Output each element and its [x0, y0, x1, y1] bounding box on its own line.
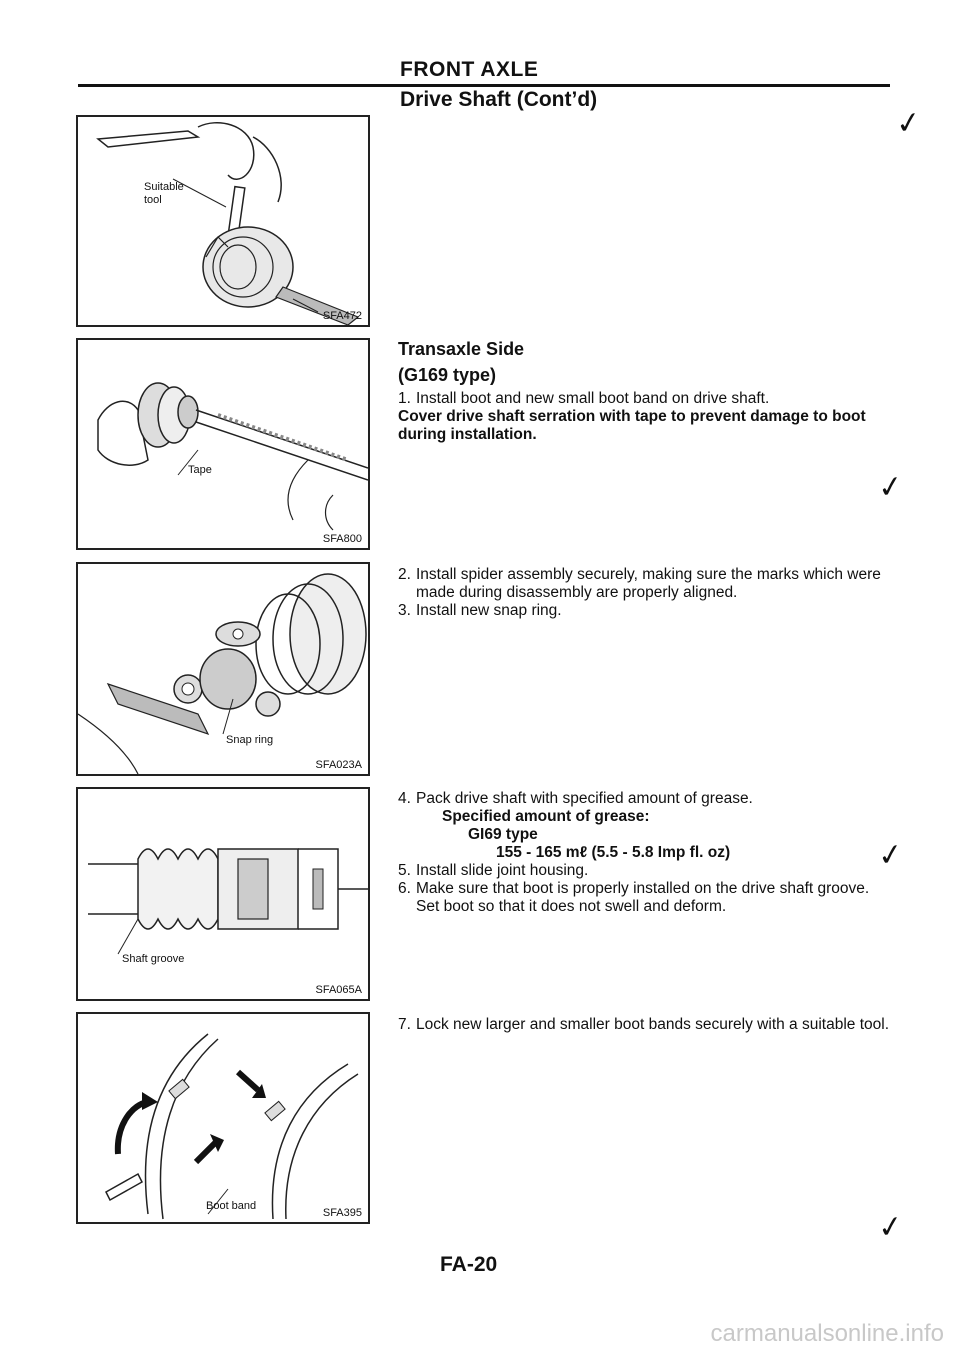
figure-label-suitable: Suitable — [144, 181, 184, 193]
figure-sfa472 — [76, 115, 370, 327]
boot-installation-illustration — [78, 117, 368, 325]
margin-check-icon: ✓ — [875, 469, 906, 506]
step-5 — [398, 862, 898, 880]
margin-check-icon: ✓ — [875, 1209, 906, 1246]
figure-label-tool: tool — [144, 194, 162, 206]
watermark: carmanualsonline.info — [710, 1320, 944, 1347]
tape-serration-illustration — [78, 340, 368, 548]
figure-label-tape: Tape — [188, 464, 212, 476]
section-title: FRONT AXLE — [400, 58, 539, 81]
step-number: 1. — [398, 390, 411, 407]
page-subtitle: Drive Shaft (Cont’d) — [400, 88, 598, 111]
step-text: Install slide joint housing. — [416, 862, 589, 879]
step-text: Lock new larger and smaller boot bands securely with a suitable tool. — [416, 1016, 890, 1033]
step-number: 2. — [398, 566, 411, 583]
step-number: 3. — [398, 602, 411, 619]
boot-band-illustration — [78, 1014, 368, 1222]
figure-sfa065a — [76, 787, 370, 1001]
section-subheading: (G169 type) — [398, 365, 497, 385]
section-heading: Transaxle Side — [398, 339, 525, 359]
header-rule — [78, 84, 890, 87]
step-number: 7. — [398, 1016, 411, 1033]
spec-type: GI69 type — [468, 826, 538, 843]
step-text: Install new snap ring. — [416, 602, 562, 619]
section-step-7 — [398, 1016, 898, 1034]
spec-label: Specified amount of grease: — [442, 808, 650, 825]
step-text: Pack drive shaft with specified amount of grease. — [416, 790, 753, 807]
page-number: FA-20 — [440, 1253, 498, 1276]
step-4 — [398, 790, 898, 808]
section-steps-2-3 — [398, 566, 898, 620]
figure-code: SFA065A — [315, 984, 362, 996]
step-6 — [398, 880, 898, 898]
step-6-note: Set boot so that it does not swell and deform. — [416, 898, 727, 915]
step-number: 5. — [398, 862, 411, 879]
spider-snap-ring-illustration — [78, 564, 368, 774]
margin-check-icon: ✓ — [875, 837, 906, 874]
figure-code: SFA395 — [322, 1207, 362, 1219]
figure-label-shaft-groove: Shaft groove — [122, 953, 185, 965]
spec-value: 155 - 165 mℓ (5.5 - 5.8 Imp fl. oz) — [496, 844, 731, 861]
section-steps-4-6 — [398, 790, 898, 916]
figure-label-boot-band: Boot band — [206, 1200, 257, 1212]
figure-code: SFA800 — [322, 533, 362, 545]
step-7 — [398, 1016, 898, 1034]
figure-sfa395 — [76, 1012, 370, 1224]
step-3 — [398, 602, 898, 620]
step-number: 4. — [398, 790, 411, 807]
margin-check-icon: ✓ — [893, 105, 924, 142]
caution-text: Cover drive shaft serration with tape to prevent damage to boot during installation. — [398, 408, 866, 443]
shaft-groove-illustration — [78, 789, 368, 999]
section-transaxle-side — [398, 340, 898, 444]
step-1 — [398, 390, 898, 408]
step-2 — [398, 566, 898, 602]
step-text: Make sure that boot is properly installed on the drive shaft groove. — [416, 880, 870, 897]
figure-sfa023a — [76, 562, 370, 776]
figure-sfa800 — [76, 338, 370, 550]
figure-code: SFA472 — [322, 310, 362, 322]
step-text: Install boot and new small boot band on drive shaft. — [416, 390, 770, 407]
figure-label-snap-ring: Snap ring — [226, 734, 274, 746]
figure-code: SFA023A — [315, 759, 362, 771]
step-number: 6. — [398, 880, 411, 897]
step-text: Install spider assembly securely, making sure the marks which were made during disassembly are properly aligned. — [416, 566, 881, 601]
